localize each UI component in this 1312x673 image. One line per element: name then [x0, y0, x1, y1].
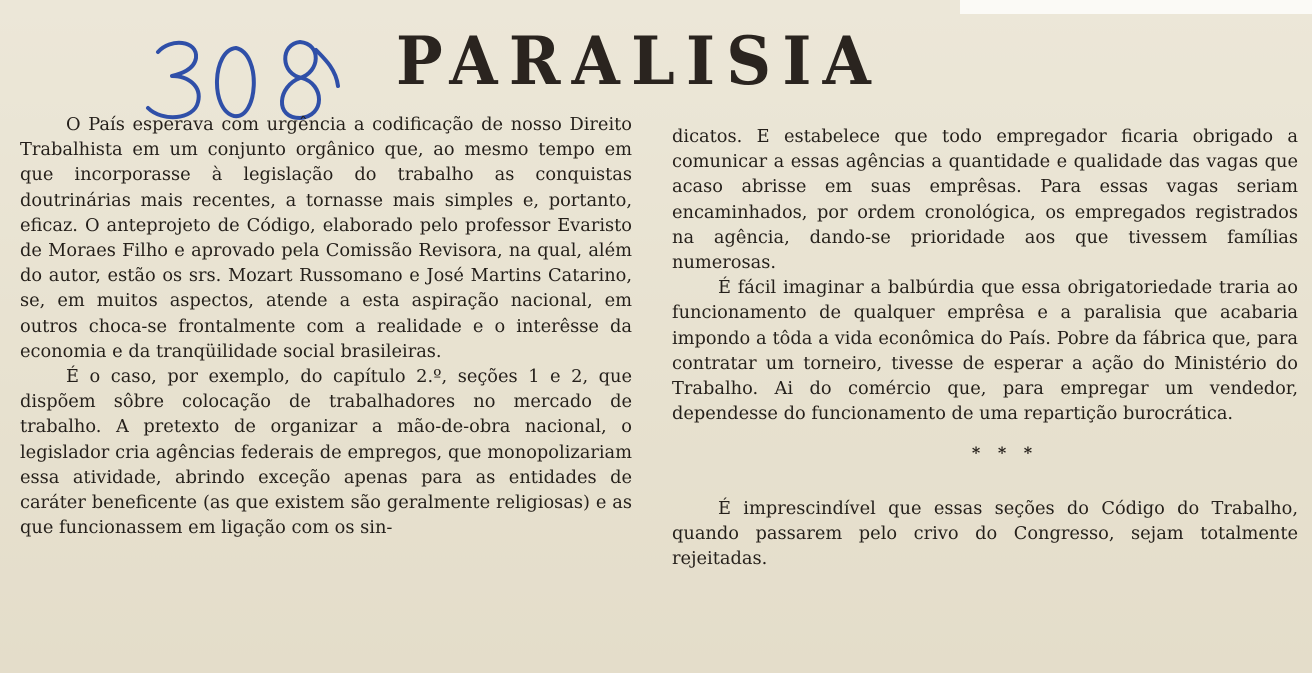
section-separator: * * * — [971, 443, 1039, 463]
paragraph: É fácil imaginar a balbúrdia que essa obrigatoriedade traria ao funcionamento de qualquer emprêsa e a paralisia que acabaria impondo a tôda a vida econômica do País. Pobre da fábrica que, para contratar um torneiro, tivesse de esperar a ação do Ministério do Trabalho. Ai do comércio que, para empregar um vendedor, dependesse do funcionamento de uma repartição burocrática. — [672, 277, 1298, 425]
article-left-column — [20, 112, 632, 540]
article-right-column — [672, 124, 1298, 571]
paragraph: dicatos. E estabelece que todo empregador ficaria obrigado a comunicar a essas agências a quantidade e qualidade das vagas que acaso abrisse em suas emprêsas. Para essas vagas seriam encaminhados, por ordem cronológica, os empregados registrados na agência, dando-se prioridade aos que tivessem famílias numerosas. — [672, 126, 1298, 274]
paragraph: O País esperava com urgência a codificação de nosso Direito Trabalhista em um conjunto orgânico que, ao mesmo tempo em que incorporasse à legislação do trabalho as conquistas doutrinárias mais recentes, a tornasse mais simples e, portanto, eficaz. O anteprojeto de Código, elaborado pelo professor Evaristo de Moraes Filho e aprovado pela Comissão Revisora, na qual, além do autor, estão os srs. Mozart Russomano e José Martins Catarino, se, em muitos aspectos, atende a esta aspiração nacional, em outros choca-se frontalmente com a realidade e o interêsse da economia e da tranqüilidade social brasileiras. — [20, 114, 632, 362]
paragraph: É o caso, por exemplo, do capítulo 2.º, seções 1 e 2, que dispõem sôbre colocação de trabalhadores no mercado de trabalho. A pretexto de organizar a mão-de-obra nacional, o legislador cria agências federais de empregos, que monopolizariam essa atividade, abrindo exceção apenas para as entidades de caráter beneficente (as que existem são geralmente religiosas) e as que funcionassem em ligação com os sin- — [20, 366, 632, 539]
scan-margin — [960, 0, 1312, 14]
closing-paragraph: É imprescindível que essas seções do Código do Trabalho, quando passarem pelo crivo do Congresso, sejam totalmente rejeitadas. — [672, 497, 1298, 570]
headline: PARALISIA — [396, 22, 883, 100]
